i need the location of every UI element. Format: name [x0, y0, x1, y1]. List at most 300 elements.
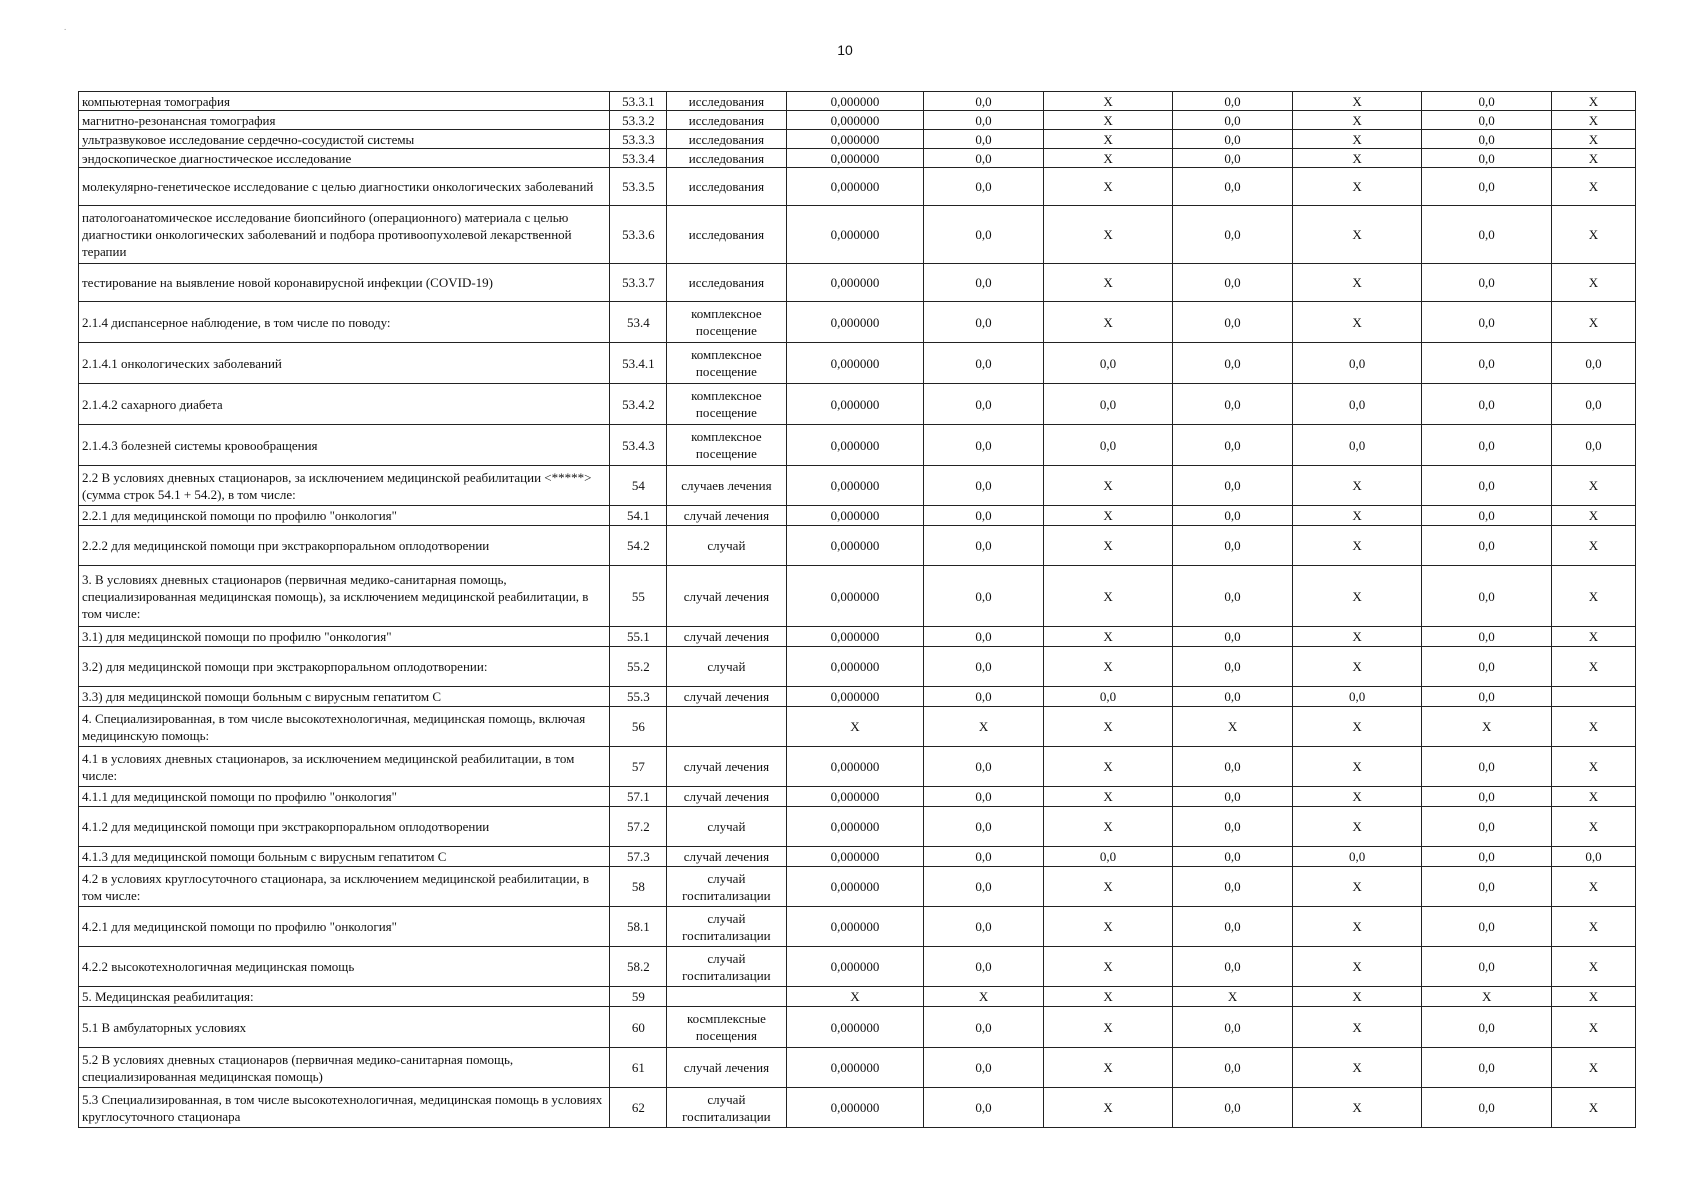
row-value-cell: 0,0: [1173, 627, 1292, 647]
row-value-cell: 0,0: [1422, 627, 1552, 647]
table-row: [79, 647, 1636, 687]
row-name-cell: 5. Медицинская реабилитация:: [79, 987, 610, 1007]
row-name-cell: эндоскопическое диагностическое исследование: [79, 149, 610, 168]
row-value-cell: X: [1292, 168, 1422, 206]
row-value-cell: 0,0: [1422, 149, 1552, 168]
row-value-cell: 0,000000: [786, 384, 924, 425]
row-value-cell: X: [1422, 707, 1552, 747]
row-value-cell: X: [924, 707, 1043, 747]
row-value-cell: 0,0: [1422, 466, 1552, 506]
row-value-cell: 0,0: [924, 947, 1043, 987]
row-value-cell: 0,0: [1173, 384, 1292, 425]
row-value-cell: 0,0: [1043, 687, 1173, 707]
row-code-cell: 59: [610, 987, 667, 1007]
row-code-cell: 53.3.3: [610, 130, 667, 149]
row-value-cell: 0,000000: [786, 111, 924, 130]
row-value-cell: X: [1292, 264, 1422, 302]
row-value-cell: 0,0: [924, 566, 1043, 627]
row-name-cell: 4.2.1 для медицинской помощи по профилю "онкология": [79, 907, 610, 947]
row-code-cell: 53.3.7: [610, 264, 667, 302]
row-name-cell: ультразвуковое исследование сердечно-сосудистой системы: [79, 130, 610, 149]
row-value-cell: 0,0: [924, 506, 1043, 526]
row-value-cell: X: [1292, 707, 1422, 747]
row-name-cell: компьютерная томография: [79, 92, 610, 111]
row-value-cell: 0,0: [924, 807, 1043, 847]
table-row: [79, 807, 1636, 847]
row-name-cell: 3.1) для медицинской помощи по профилю "онкология": [79, 627, 610, 647]
row-value-cell: X: [1043, 987, 1173, 1007]
row-value-cell: X: [1173, 707, 1292, 747]
row-value-cell: X: [1292, 807, 1422, 847]
row-value-cell: 0,0: [1173, 506, 1292, 526]
row-value-cell: 0,0: [924, 1007, 1043, 1048]
row-value-cell: 0,0: [1422, 1048, 1552, 1088]
row-unit-cell: случаев лечения: [667, 466, 786, 506]
row-value-cell: 0,000000: [786, 149, 924, 168]
row-value-cell: 0,0: [1551, 384, 1635, 425]
row-code-cell: 61: [610, 1048, 667, 1088]
row-value-cell: 0,0: [1173, 302, 1292, 343]
row-value-cell: 0,0: [924, 149, 1043, 168]
page-number: 10: [837, 42, 853, 58]
row-value-cell: 0,0: [1422, 526, 1552, 566]
row-value-cell: X: [1043, 947, 1173, 987]
row-value-cell: X: [1043, 747, 1173, 787]
row-code-cell: 60: [610, 1007, 667, 1048]
row-value-cell: 0,0: [1422, 907, 1552, 947]
row-value-cell: 0,0: [1173, 1048, 1292, 1088]
row-value-cell: X: [1551, 264, 1635, 302]
table-row: [79, 867, 1636, 907]
table-row: [79, 707, 1636, 747]
row-code-cell: 53.3.5: [610, 168, 667, 206]
row-value-cell: 0,000000: [786, 206, 924, 264]
row-value-cell: 0,0: [1173, 526, 1292, 566]
row-value-cell: 0,0: [1173, 687, 1292, 707]
row-code-cell: 53.3.4: [610, 149, 667, 168]
row-value-cell: 0,000000: [786, 506, 924, 526]
row-unit-cell: случай лечения: [667, 627, 786, 647]
row-value-cell: 0,000000: [786, 264, 924, 302]
table-row: [79, 747, 1636, 787]
row-value-cell: 0,0: [1422, 206, 1552, 264]
row-value-cell: X: [1551, 302, 1635, 343]
row-code-cell: 53.3.1: [610, 92, 667, 111]
row-name-cell: 2.2 В условиях дневных стационаров, за исключением медицинской реабилитации <*****> (сумма строк 54.1 + 54.2), в том числе:: [79, 466, 610, 506]
row-unit-cell: комплексное посещение: [667, 343, 786, 384]
row-value-cell: X: [1292, 907, 1422, 947]
row-name-cell: 5.1 В амбулаторных условиях: [79, 1007, 610, 1048]
row-unit-cell: исследования: [667, 111, 786, 130]
row-value-cell: 0,0: [1422, 506, 1552, 526]
row-value-cell: X: [1292, 92, 1422, 111]
row-value-cell: 0,0: [924, 384, 1043, 425]
table-row: [79, 466, 1636, 506]
row-value-cell: X: [1551, 867, 1635, 907]
row-unit-cell: комплексное посещение: [667, 302, 786, 343]
row-value-cell: X: [1292, 987, 1422, 1007]
row-value-cell: 0,0: [1173, 92, 1292, 111]
row-value-cell: 0,0: [924, 425, 1043, 466]
row-value-cell: 0,0: [924, 264, 1043, 302]
row-value-cell: 0,0: [1422, 847, 1552, 867]
row-name-cell: 3. В условиях дневных стационаров (первичная медико-санитарная помощь, специализированная медицинская помощь), за исключением медицинской реабилитации, в том числе:: [79, 566, 610, 627]
row-unit-cell: комплексное посещение: [667, 425, 786, 466]
row-unit-cell: случай лечения: [667, 1048, 786, 1088]
row-name-cell: 4.1.3 для медицинской помощи больным с вирусным гепатитом С: [79, 847, 610, 867]
row-value-cell: X: [1043, 807, 1173, 847]
row-value-cell: X: [1551, 947, 1635, 987]
row-code-cell: 55.2: [610, 647, 667, 687]
row-value-cell: X: [1292, 302, 1422, 343]
row-value-cell: 0,000000: [786, 566, 924, 627]
row-value-cell: 0,000000: [786, 947, 924, 987]
row-unit-cell: случай лечения: [667, 747, 786, 787]
table-row: [79, 947, 1636, 987]
row-value-cell: X: [1292, 466, 1422, 506]
row-code-cell: 57.3: [610, 847, 667, 867]
row-value-cell: 0,0: [1292, 425, 1422, 466]
row-value-cell: 0,0: [1173, 787, 1292, 807]
row-value-cell: X: [1551, 149, 1635, 168]
row-value-cell: 0,0: [924, 526, 1043, 566]
row-value-cell: 0,0: [924, 206, 1043, 264]
row-name-cell: 4.1.2 для медицинской помощи при экстракорпоральном оплодотворении: [79, 807, 610, 847]
row-code-cell: 54.1: [610, 506, 667, 526]
table-row: [79, 384, 1636, 425]
row-value-cell: 0,0: [924, 130, 1043, 149]
row-value-cell: X: [1043, 130, 1173, 149]
row-code-cell: 55.1: [610, 627, 667, 647]
row-value-cell: X: [1043, 92, 1173, 111]
row-value-cell: X: [1043, 302, 1173, 343]
row-value-cell: 0,0: [1422, 787, 1552, 807]
row-unit-cell: исследования: [667, 206, 786, 264]
row-value-cell: 0,0: [1173, 947, 1292, 987]
row-value-cell: 0,0: [924, 687, 1043, 707]
row-value-cell: 0,0: [1422, 168, 1552, 206]
row-name-cell: 2.1.4 диспансерное наблюдение, в том числе по поводу:: [79, 302, 610, 343]
row-value-cell: 0,0: [1422, 111, 1552, 130]
row-name-cell: 2.2.1 для медицинской помощи по профилю "онкология": [79, 506, 610, 526]
row-value-cell: 0,0: [1422, 1007, 1552, 1048]
row-unit-cell: исследования: [667, 168, 786, 206]
table-row: [79, 168, 1636, 206]
row-name-cell: патологоанатомическое исследование биопсийного (операционного) материала с целью диагностики онкологических заболеваний и подбора противоопухолевой лекарственной терапии: [79, 206, 610, 264]
row-code-cell: 54: [610, 466, 667, 506]
row-value-cell: 0,000000: [786, 526, 924, 566]
row-value-cell: 0,0: [1173, 747, 1292, 787]
row-value-cell: 0,0: [1173, 647, 1292, 687]
row-code-cell: 58.2: [610, 947, 667, 987]
row-value-cell: 0,0: [1422, 384, 1552, 425]
row-unit-cell: случай: [667, 647, 786, 687]
row-code-cell: 58.1: [610, 907, 667, 947]
row-value-cell: X: [1292, 747, 1422, 787]
row-value-cell: X: [1292, 130, 1422, 149]
row-value-cell: 0,0: [924, 168, 1043, 206]
row-value-cell: X: [1292, 506, 1422, 526]
row-code-cell: 53.4: [610, 302, 667, 343]
scan-mark: .: [64, 22, 67, 32]
row-code-cell: 53.3.2: [610, 111, 667, 130]
row-value-cell: X: [1551, 1088, 1635, 1128]
row-unit-cell: исследования: [667, 92, 786, 111]
row-value-cell: 0,0: [924, 747, 1043, 787]
table-row: [79, 987, 1636, 1007]
row-value-cell: 0,000000: [786, 627, 924, 647]
row-value-cell: 0,0: [1173, 867, 1292, 907]
row-unit-cell: случай госпитализации: [667, 867, 786, 907]
row-unit-cell: случай лечения: [667, 787, 786, 807]
row-value-cell: 0,0: [1173, 466, 1292, 506]
row-value-cell: X: [1043, 111, 1173, 130]
row-value-cell: 0,0: [924, 907, 1043, 947]
row-value-cell: 0,000000: [786, 747, 924, 787]
row-value-cell: 0,000000: [786, 168, 924, 206]
row-value-cell: 0,0: [1173, 807, 1292, 847]
row-value-cell: 0,0: [1422, 867, 1552, 907]
row-value-cell: 0,0: [1422, 1088, 1552, 1128]
row-name-cell: 4. Специализированная, в том числе высокотехнологичная, медицинская помощь, включая медицинскую помощь:: [79, 707, 610, 747]
row-value-cell: X: [1043, 787, 1173, 807]
row-value-cell: X: [1551, 627, 1635, 647]
row-value-cell: 0,000000: [786, 343, 924, 384]
row-name-cell: молекулярно-генетическое исследование с целью диагностики онкологических заболеваний: [79, 168, 610, 206]
row-unit-cell: [667, 707, 786, 747]
row-value-cell: X: [1551, 111, 1635, 130]
row-value-cell: X: [1043, 264, 1173, 302]
row-value-cell: 0,0: [1551, 343, 1635, 384]
row-value-cell: 0,000000: [786, 787, 924, 807]
row-value-cell: X: [1292, 566, 1422, 627]
row-value-cell: X: [1551, 907, 1635, 947]
row-value-cell: 0,0: [924, 647, 1043, 687]
row-value-cell: 0,0: [1043, 847, 1173, 867]
row-value-cell: 0,0: [1422, 647, 1552, 687]
row-value-cell: X: [1043, 647, 1173, 687]
row-name-cell: 2.2.2 для медицинской помощи при экстракорпоральном оплодотворении: [79, 526, 610, 566]
row-value-cell: X: [1043, 627, 1173, 647]
row-value-cell: X: [1043, 707, 1173, 747]
row-value-cell: 0,0: [924, 627, 1043, 647]
row-code-cell: 53.3.6: [610, 206, 667, 264]
row-value-cell: 0,0: [1422, 747, 1552, 787]
row-name-cell: 3.3) для медицинской помощи больным с вирусным гепатитом С: [79, 687, 610, 707]
row-value-cell: 0,000000: [786, 1048, 924, 1088]
row-unit-cell: случай: [667, 526, 786, 566]
row-value-cell: 0,0: [924, 787, 1043, 807]
row-value-cell: 0,0: [1422, 687, 1552, 707]
row-value-cell: 0,0: [1173, 264, 1292, 302]
table-row: [79, 92, 1636, 111]
table-row: [79, 506, 1636, 526]
row-value-cell: X: [786, 987, 924, 1007]
table-row: [79, 687, 1636, 707]
row-value-cell: 0,0: [1173, 1007, 1292, 1048]
row-value-cell: X: [924, 987, 1043, 1007]
row-value-cell: 0,000000: [786, 1007, 924, 1048]
row-value-cell: X: [1043, 1048, 1173, 1088]
row-unit-cell: случай госпитализации: [667, 947, 786, 987]
row-value-cell: X: [1043, 907, 1173, 947]
row-value-cell: X: [1551, 747, 1635, 787]
row-value-cell: 0,0: [1422, 343, 1552, 384]
row-value-cell: 0,0: [924, 1048, 1043, 1088]
row-unit-cell: случай госпитализации: [667, 907, 786, 947]
row-unit-cell: космплексные посещения: [667, 1007, 786, 1048]
row-value-cell: X: [1292, 647, 1422, 687]
row-code-cell: 53.4.3: [610, 425, 667, 466]
row-code-cell: 53.4.2: [610, 384, 667, 425]
row-value-cell: 0,0: [924, 1088, 1043, 1128]
row-code-cell: 57: [610, 747, 667, 787]
row-code-cell: 58: [610, 867, 667, 907]
row-name-cell: 5.2 В условиях дневных стационаров (первичная медико-санитарная помощь, специализированная медицинская помощь): [79, 1048, 610, 1088]
row-value-cell: 0,0: [924, 302, 1043, 343]
row-name-cell: 4.1.1 для медицинской помощи по профилю "онкология": [79, 787, 610, 807]
row-value-cell: 0,0: [1422, 947, 1552, 987]
row-value-cell: X: [1292, 149, 1422, 168]
row-value-cell: X: [1043, 1088, 1173, 1128]
row-value-cell: 0,0: [924, 867, 1043, 907]
row-value-cell: X: [1292, 1007, 1422, 1048]
table-row: [79, 1048, 1636, 1088]
table-row: [79, 1088, 1636, 1128]
row-value-cell: X: [1551, 707, 1635, 747]
row-value-cell: 0,0: [1551, 847, 1635, 867]
row-value-cell: X: [1551, 526, 1635, 566]
table-row: [79, 264, 1636, 302]
row-value-cell: X: [1551, 787, 1635, 807]
row-value-cell: X: [1551, 807, 1635, 847]
row-code-cell: 55: [610, 566, 667, 627]
row-code-cell: 56: [610, 707, 667, 747]
row-value-cell: X: [786, 707, 924, 747]
table-row: [79, 111, 1636, 130]
table-row: [79, 627, 1636, 647]
row-unit-cell: случай госпитализации: [667, 1088, 786, 1128]
row-value-cell: X: [1292, 1048, 1422, 1088]
row-value-cell: 0,0: [1292, 687, 1422, 707]
row-code-cell: 54.2: [610, 526, 667, 566]
row-unit-cell: [667, 987, 786, 1007]
row-value-cell: 0,0: [1173, 343, 1292, 384]
row-value-cell: X: [1551, 647, 1635, 687]
row-value-cell: X: [1551, 466, 1635, 506]
row-value-cell: 0,0: [1422, 264, 1552, 302]
row-value-cell: 0,0: [1422, 92, 1552, 111]
table-row: [79, 526, 1636, 566]
row-value-cell: 0,000000: [786, 92, 924, 111]
row-value-cell: 0,000000: [786, 807, 924, 847]
row-value-cell: X: [1292, 1088, 1422, 1128]
row-value-cell: 0,000000: [786, 907, 924, 947]
row-value-cell: [1551, 687, 1635, 707]
row-name-cell: 2.1.4.1 онкологических заболеваний: [79, 343, 610, 384]
row-value-cell: 0,0: [1173, 847, 1292, 867]
row-unit-cell: случай лечения: [667, 566, 786, 627]
row-value-cell: 0,0: [1422, 807, 1552, 847]
row-value-cell: 0,0: [1173, 130, 1292, 149]
row-value-cell: 0,000000: [786, 1088, 924, 1128]
row-value-cell: 0,0: [1173, 111, 1292, 130]
row-value-cell: 0,0: [1173, 425, 1292, 466]
row-value-cell: X: [1292, 627, 1422, 647]
row-value-cell: 0,0: [1551, 425, 1635, 466]
row-value-cell: 0,000000: [786, 425, 924, 466]
row-value-cell: 0,0: [1173, 566, 1292, 627]
row-value-cell: 0,000000: [786, 847, 924, 867]
row-value-cell: X: [1422, 987, 1552, 1007]
row-value-cell: 0,0: [1422, 302, 1552, 343]
row-value-cell: 0,0: [1422, 130, 1552, 149]
row-code-cell: 53.4.1: [610, 343, 667, 384]
row-unit-cell: исследования: [667, 264, 786, 302]
row-value-cell: 0,0: [1173, 168, 1292, 206]
row-name-cell: 4.2.2 высокотехнологичная медицинская помощь: [79, 947, 610, 987]
row-value-cell: X: [1043, 867, 1173, 907]
table-row: [79, 566, 1636, 627]
table-row: [79, 130, 1636, 149]
row-unit-cell: случай лечения: [667, 847, 786, 867]
row-value-cell: X: [1551, 92, 1635, 111]
row-value-cell: 0,000000: [786, 867, 924, 907]
row-name-cell: магнитно-резонансная томография: [79, 111, 610, 130]
row-value-cell: 0,0: [1043, 425, 1173, 466]
row-unit-cell: исследования: [667, 130, 786, 149]
row-value-cell: X: [1551, 987, 1635, 1007]
row-value-cell: 0,0: [1173, 907, 1292, 947]
row-unit-cell: комплексное посещение: [667, 384, 786, 425]
row-value-cell: X: [1551, 1007, 1635, 1048]
row-value-cell: X: [1292, 947, 1422, 987]
row-value-cell: X: [1551, 1048, 1635, 1088]
row-value-cell: 0,0: [924, 111, 1043, 130]
row-value-cell: X: [1551, 566, 1635, 627]
row-value-cell: 0,0: [1173, 1088, 1292, 1128]
row-value-cell: 0,000000: [786, 687, 924, 707]
row-value-cell: X: [1173, 987, 1292, 1007]
row-value-cell: X: [1043, 506, 1173, 526]
row-value-cell: X: [1551, 506, 1635, 526]
row-value-cell: 0,000000: [786, 130, 924, 149]
table-row: [79, 847, 1636, 867]
row-value-cell: 0,0: [924, 466, 1043, 506]
row-name-cell: 4.2 в условиях круглосуточного стационара, за исключением медицинской реабилитации, в том числе:: [79, 867, 610, 907]
row-value-cell: 0,0: [1173, 149, 1292, 168]
row-value-cell: 0,0: [1422, 566, 1552, 627]
row-value-cell: 0,0: [1292, 384, 1422, 425]
row-value-cell: 0,0: [924, 92, 1043, 111]
row-unit-cell: случай лечения: [667, 687, 786, 707]
table-row: [79, 343, 1636, 384]
table-row: [79, 1007, 1636, 1048]
table-row: [79, 302, 1636, 343]
table-row: [79, 149, 1636, 168]
row-value-cell: 0,0: [924, 847, 1043, 867]
row-name-cell: 3.2) для медицинской помощи при экстракорпоральном оплодотворении:: [79, 647, 610, 687]
row-value-cell: X: [1043, 1007, 1173, 1048]
table-row: [79, 787, 1636, 807]
row-value-cell: X: [1043, 526, 1173, 566]
row-name-cell: 5.3 Специализированная, в том числе высокотехнологичная, медицинская помощь в условиях круглосуточного стационара: [79, 1088, 610, 1128]
row-name-cell: 2.1.4.2 сахарного диабета: [79, 384, 610, 425]
row-value-cell: 0,0: [1422, 425, 1552, 466]
data-table: [78, 91, 1636, 1128]
row-value-cell: X: [1292, 867, 1422, 907]
row-value-cell: 0,0: [924, 343, 1043, 384]
